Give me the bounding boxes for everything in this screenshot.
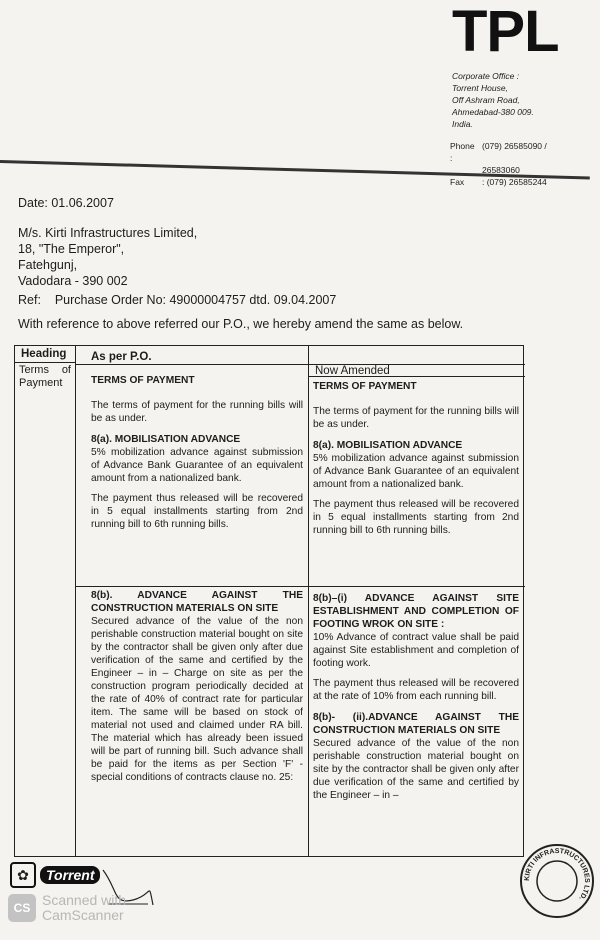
- brand-name: Torrent: [40, 866, 100, 884]
- phone-value: (079) 26585090 /: [482, 141, 547, 151]
- amended-s1-text2: The payment thus released will be recovered in 5 equal installments starting from 2nd running bill to 6th running bills.: [313, 499, 519, 536]
- po-s1-text1: 5% mobilization advance against submission of Advance Bank Guarantee of an equivalent amount from a nationalized bank.: [91, 447, 303, 484]
- office-label: Corporate Office :: [452, 71, 520, 81]
- address-line: 18, "The Emperor",: [18, 242, 125, 256]
- phone-label: Phone :: [450, 141, 475, 163]
- address-line: M/s. Kirti Infrastructures Limited,: [18, 226, 198, 240]
- phone-value-2: 26583060: [482, 165, 520, 175]
- amended-terms-cell: [313, 380, 519, 544]
- fax-label: Fax: [450, 177, 465, 187]
- svg-text:KIRTI INFRASTRUCTURES LTD.: [524, 848, 590, 901]
- po-s1-text2: The payment thus released will be recovered in 5 equal installments starting from 2nd running bill to 6th running bills.: [91, 493, 303, 530]
- ref-label: Ref:: [18, 293, 41, 307]
- recipient-address: [18, 225, 197, 289]
- camscanner-badge-icon: CS: [8, 894, 36, 922]
- amended-s2-text2: The payment thus released will be recovered at the rate of 10% from each running bill.: [313, 678, 519, 702]
- amended-materials-cell: [313, 592, 519, 809]
- seal-text: KIRTI INFRASTRUCTURES LTD.: [523, 847, 591, 902]
- amended-s3-title: 8(b)- (ii).ADVANCE AGAINST THE CONSTRUCTION MATERIALS ON SITE: [313, 712, 519, 736]
- office-line: Torrent House,: [452, 83, 508, 93]
- office-line: India.: [452, 119, 473, 129]
- address-line: Vadodara - 390 002: [18, 274, 128, 288]
- letter-date: Date: 01.06.2007: [18, 196, 114, 210]
- amended-s2-text1: 10% Advance of contract value shall be paid against Site establishment and completion of footing work.: [313, 632, 519, 669]
- col-as-per-po: As per P.O.: [91, 351, 152, 363]
- reference-line: [18, 292, 336, 308]
- amended-intro: The terms of payment for the running bills will be as under.: [313, 406, 519, 430]
- po-title: TERMS OF PAYMENT: [91, 375, 195, 386]
- col-now-amended: Now Amended: [315, 365, 390, 377]
- col-heading: Heading: [21, 348, 67, 360]
- address-line: Fatehgunj,: [18, 258, 78, 272]
- scanner-line1: Scanned with: [42, 892, 127, 908]
- po-terms-cell: [91, 374, 303, 538]
- amendment-table: [14, 345, 524, 857]
- contact-block: [450, 140, 547, 188]
- company-seal-icon: [518, 842, 596, 920]
- office-line: Ahmedabad-380 009.: [452, 107, 534, 117]
- ref-text: Purchase Order No: 49000004757 dtd. 09.04.2007: [54, 293, 337, 307]
- po-s1-title: 8(a). MOBILISATION ADVANCE: [91, 434, 241, 445]
- fax-value: : (079) 26585244: [482, 177, 547, 187]
- office-address: [452, 70, 592, 130]
- amended-s1-title: 8(a). MOBILISATION ADVANCE: [313, 440, 463, 451]
- camscanner-watermark: [8, 893, 126, 923]
- office-line: Off Ashram Road,: [452, 95, 520, 105]
- po-materials-cell: [91, 589, 303, 791]
- torrent-brand-logo: [10, 862, 100, 888]
- company-logo: TPL: [452, 0, 559, 64]
- amended-s2-title: 8(b)–(i) ADVANCE AGAINST SITE ESTABLISHMENT AND COMPLETION OF FOOTING WROK ON SITE :: [313, 593, 519, 630]
- po-intro: The terms of payment for the running bills will be as under.: [91, 400, 303, 424]
- row-heading: Terms of Payment: [19, 364, 71, 389]
- amended-s1-text1: 5% mobilization advance against submission of Advance Bank Guarantee of an equivalent amount from a nationalized bank.: [313, 453, 519, 490]
- intro-line: With reference to above referred our P.O., we hereby amend the same as below.: [18, 317, 464, 331]
- amended-title: TERMS OF PAYMENT: [313, 381, 417, 392]
- torrent-mark-icon: ✿: [10, 862, 36, 888]
- amended-s3-text: Secured advance of the value of the non perishable construction material bought on site by the contractor shall be given only after due verification of the same and certified by the Engineer – in –: [313, 738, 519, 801]
- po-s2-title: 8(b). ADVANCE AGAINST THE CONSTRUCTION MATERIALS ON SITE: [91, 590, 303, 614]
- scanner-line2: CamScanner: [42, 907, 124, 923]
- po-s2-text: Secured advance of the value of the non perishable construction material bought on site by the contractor shall be given only after due verification of the same and certified by the Engineer – in – Charge on site as per the construction program periodically decided at the rate of 40% of contract rate for particular item. The same will be based on stock of material not used and claimed under RA bill. The material which has already been issued will be part of running bill. Such advance shall be paid for the items as per Section 'F' - special conditions of contracts clause no. 25:: [91, 616, 303, 783]
